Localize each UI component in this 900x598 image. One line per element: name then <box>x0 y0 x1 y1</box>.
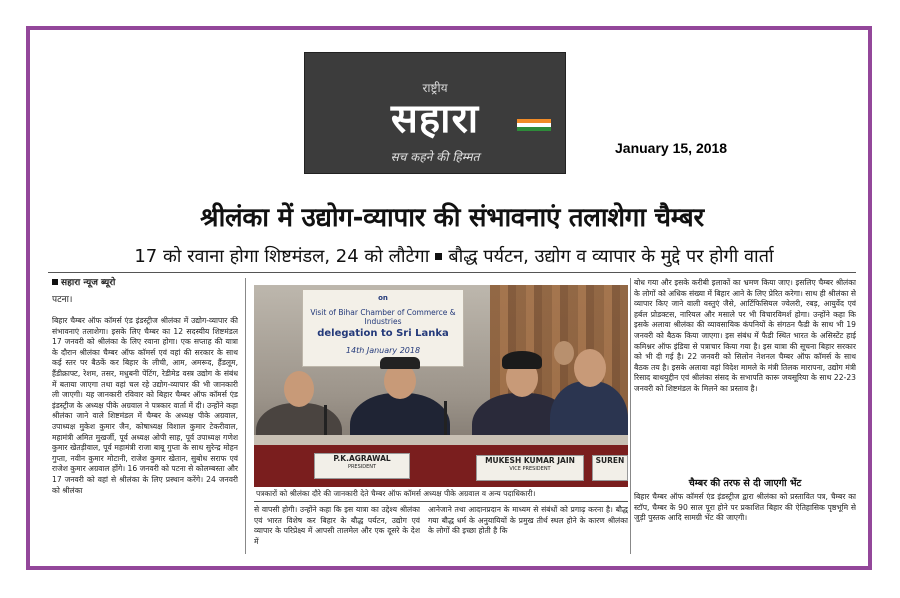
press-conference-photo <box>254 285 628 487</box>
column-divider <box>630 278 631 554</box>
woolen-cap-icon <box>502 351 542 369</box>
photo-caption: पत्रकारों को श्रीलंका दौरे की जानकारी देते चैम्बर ऑफ कॉमर्स अध्यक्ष पीके अग्रवाल व अन्य पदाधिकारी। <box>256 489 536 498</box>
byline-text: सहारा न्यूज ब्यूरो <box>61 278 116 288</box>
article-headline: श्रीलंका में उद्योग-व्यापार की संभावनाएं तलाशेगा चैम्बर <box>200 203 704 233</box>
nameplate-name: MUKESH KUMAR JAIN <box>485 456 575 465</box>
banner-delegation: delegation to Sri Lanka <box>317 328 449 339</box>
event-banner <box>302 289 464 367</box>
nameplate-name: P.K.AGRAWAL <box>333 454 391 463</box>
byline <box>52 275 115 288</box>
caption-divider <box>254 501 628 502</box>
banner-date: 14th January 2018 <box>345 346 421 355</box>
person-head <box>284 371 314 407</box>
cap-icon <box>380 357 420 369</box>
microphone-icon <box>324 405 327 439</box>
nameplate <box>476 455 584 481</box>
subhead-divider <box>48 272 856 273</box>
nameplate <box>592 455 628 481</box>
square-bullet-icon <box>52 279 58 285</box>
tricolor-flag-icon <box>517 119 551 131</box>
masthead-top-word: राष्ट्रीय <box>422 81 448 95</box>
column-right-subhead: चैम्बर की तरफ से दी जाएगी भेंट <box>688 478 802 489</box>
article-column-right-2 <box>634 492 856 552</box>
article-column-left <box>52 316 238 548</box>
person-head <box>554 341 574 365</box>
newspaper-masthead <box>304 52 566 174</box>
nameplate-name: SUREN <box>595 456 625 465</box>
clipping-frame <box>26 26 872 570</box>
masthead-logo: सहारा <box>390 95 480 142</box>
clip-date: January 15, 2018 <box>615 140 728 156</box>
nameplate-title: PRESIDENT <box>347 464 377 470</box>
column-left-text: बिहार चैम्बर ऑफ कॉमर्स एंड इंडस्ट्रीज श्रीलंका में उद्योग-व्यापार की संभावनाएं तलाशेगा। इसके लिए चैम्बर का 12 सदस्यीय शिष्टमंडल 17 जनवरी को श्रीलंका के लिए रवाना होगा। एक सप्ताह की यात्रा के दौरान श्रीलंका चैम्बर ऑफ कॉमर्स एवं वहां की सरकार के साथ कई स्तर पर बैठकें कर बिहार के लीची, आम, अमरूद, हैंडलूम, हैंडीक्राफ्ट, रेशम, तसर, मधुबनी पेंटिंग, रेडीमेड वस्त्र उद्योग के संबंध में बताया जाएगा तथा वहां चल रहे उद्योग-व्यापार की भी जानकारी ली जाएगी। यह जानकारी रविवार को बिहार चैम्बर ऑफ कॉमर्स एंड इंडस्ट्रीज के अध्यक्ष पीके अग्रवाल ने पत्रकार वार्ता में दी। उन्होंने कहा श्रीलंका जाने वाले शिष्टमंडल में चैम्बर के अध्यक्ष पीके अग्रवाल, उपाध्यक्ष मुकेश कुमार जैन, कोषाध्यक्ष विशाल कुमार टेकरीवाल, महामंत्री अमित मुखर्जी, पूर्व अध्यक्ष ओपी साह, पूर्व उपाध्यक्ष गणेश कुमार खेतड़ीवाल, पूर्व महामंत्री राजा बाबू गुप्ता के साथ सुरेन्द्र मोहन गुप्ता, नवीन कुमार मोटानी, राजेश कुमार खेतान, सुबोध सराफ एवं राजेश कुमार अग्रवाल होंगे। 16 जनवरी को पटना से कोलम्बस्ता और 17 जनवरी को वहां से श्रीलंका के लिए प्रस्थान करेंगे। 24 जनवरी को श्रीलंका <box>52 316 238 495</box>
banner-org: Visit of Bihar Chamber of Commerce & Industries <box>310 308 456 326</box>
column-divider <box>245 278 246 554</box>
subhead-part-1: 17 को रवाना होगा शिष्टमंडल, 24 को लौटेगा <box>134 246 430 267</box>
nameplate-title: VICE PRESIDENT <box>509 466 551 472</box>
article-column-right <box>634 278 856 474</box>
person-head <box>574 349 606 387</box>
column-bottom-2-text: आनेजाने तथा आदानप्रदान के माध्यम से संबंधों को प्रगाढ़ करना है। बौद्ध गया बौद्ध धर्म के अनुयायियों के प्रमुख तीर्थ स्थल होने के कारण श्रीलंका के लोगों की इच्छा होती है कि <box>428 505 628 536</box>
banner-on: on <box>378 294 388 302</box>
subhead-part-2: बौद्ध पर्यटन, उद्योग व व्यापार के मुद्दे पर होगी वार्ता <box>448 246 774 267</box>
nameplate <box>314 453 410 479</box>
column-bottom-1-text: से वापसी होगी। उन्होंने कहा कि इस यात्रा का उद्देश्य श्रीलंका एवं भारत विशेष कर बिहार के बौद्ध पर्यटन, उद्योग एवं व्यापार के परिप्रेक्ष्य में आपसी तालमेल और एक दूसरे के देश में <box>254 505 420 546</box>
masthead-tagline: सच कहने की हिम्मत <box>390 150 480 164</box>
dateline: पटना। <box>52 295 73 305</box>
article-column-bottom-2 <box>428 505 628 551</box>
bullet-separator-icon <box>435 253 442 260</box>
article-column-bottom-1 <box>254 505 420 551</box>
column-right-2-text: बिहार चैम्बर ऑफ कॉमर्स एंड इंडस्ट्रीज द्वारा श्रीलंका को प्रस्तावित पत्र, चैम्बर का स्टॉप, चैम्बर के 90 साल पूरा होने पर प्रकाशित बिहार की ऐतिहासिक पृष्ठभूमि से जुड़ी पुस्तक आदि सामग्री भेंट की जाएगी। <box>634 492 856 523</box>
microphone-icon <box>444 401 447 439</box>
column-right-text: बोध गया और इसके करीबी इलाकों का भ्रमण किया जाए। इसलिए चैम्बर श्रीलंका के लोगों को अधिक संख्या में बिहार आने के लिए प्रेरित करेगा। साथ ही श्रीलंका से व्यापार किए जाने वाली वस्तुएं जैसे, आर्टिफिसियल ज्वेलरी, रबड़, आयुर्वेद एवं हर्बल प्रोडक्टस, नारियल और मसाले पर भी विचारविमर्श होगा। उन्होंने कहा कि इसके अलावा श्रीलंका की व्यावसायिक कंपनियों के संगठन फैडी के साथ भी 19 जनवरी को बैठक किया जाएगा। इस संबंध में फैडी स्थित भारत के असिस्टेंट हाई कमिश्नर ऑफ इंडिया से पत्राचार किया गया है। इस यात्रा की सूचना बिहार सरकार को भी दी गई है। 22 जनवरी को सिलोन नेशनल चैम्बर ऑफ कॉमर्स के साथ बैठक तय है। इसके अलावा वहां विदेश मामले के मंत्री तिलक मारापना, उद्योग मंत्री रिसाद बाथयुद्दीन एवं श्रीलंका संसद के सभापति कारू जयसूरिया के साथ 22-23 जनवरी को शिष्टमंडल के मिलने का प्रस्ताव है। <box>634 278 856 393</box>
table-cloth <box>254 435 628 445</box>
article-subhead <box>48 244 860 268</box>
